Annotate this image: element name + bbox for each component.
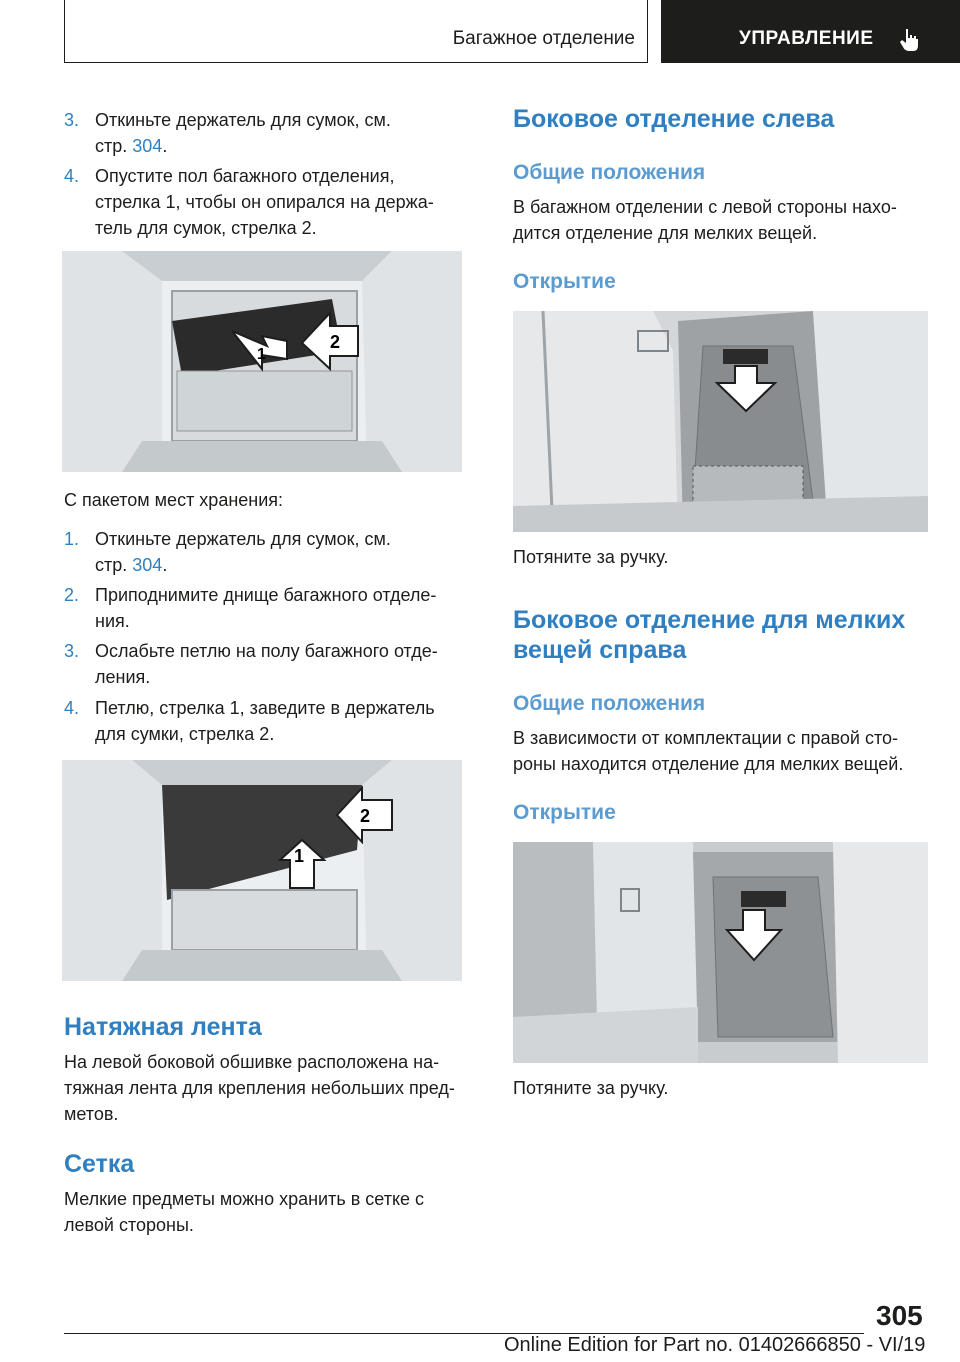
left-comp-text-line: В багажном отделении с левой стороны нахо- xyxy=(513,197,897,217)
header-chapter-box xyxy=(661,0,960,63)
section-title-net: Сетка xyxy=(64,1150,135,1178)
subsection-opening: Открытие xyxy=(513,270,616,293)
storage-intro: С пакетом мест хранения: xyxy=(64,490,284,510)
left-comp-open-text: Потяните за ручку. xyxy=(513,547,669,567)
right-comp-text-line: роны находится отделение для мелких вещей. xyxy=(513,754,904,774)
section-title-right-compartment-line2: вещей справа xyxy=(513,636,687,664)
right-comp-text-line: В зависимости от комплектации с правой сто- xyxy=(513,728,899,748)
trunk-floor-image xyxy=(62,251,462,472)
svg-text:2: 2 xyxy=(330,332,341,352)
left-comp-text-line: дится отделение для мелких вещей. xyxy=(513,223,818,243)
subsection-opening: Открытие xyxy=(513,801,616,824)
svg-text:1: 1 xyxy=(294,846,305,866)
section-title-left-compartment: Боковое отделение слева xyxy=(513,105,835,133)
trunk-loop-image xyxy=(62,760,462,981)
left-compartment-image xyxy=(513,311,928,532)
header-section-box xyxy=(64,0,648,63)
section-title-strap: Натяжная лента xyxy=(64,1013,262,1041)
net-text-line: левой стороны. xyxy=(64,1215,194,1235)
page-link[interactable]: 304 xyxy=(132,555,163,575)
subsection-general: Общие положения xyxy=(513,161,706,184)
right-comp-open-text: Потяните за ручку. xyxy=(513,1078,669,1098)
hand-pointer-icon xyxy=(897,27,923,53)
page-number: 305 xyxy=(876,1300,923,1331)
svg-text:1: 1 xyxy=(257,346,266,363)
strap-text-line: На левой боковой обшивке расположена на- xyxy=(64,1052,440,1072)
section-title-right-compartment: Боковое отделение для мелких xyxy=(513,606,906,634)
strap-text-line: тяжная лента для крепления небольших пред- xyxy=(64,1078,455,1098)
right-compartment-image xyxy=(513,842,928,1063)
page-link[interactable]: 304 xyxy=(132,136,163,156)
header-chapter-title: УПРАВЛЕНИЕ xyxy=(739,28,874,49)
header-section-title: Багажное отделение xyxy=(452,28,635,49)
subsection-general: Общие положения xyxy=(513,692,706,715)
net-text-line: Мелкие предметы можно хранить в сетке с xyxy=(64,1189,425,1209)
footer-edition: Online Edition for Part no. 01402666850 - VI/19 xyxy=(504,1334,926,1356)
strap-text-line: метов. xyxy=(64,1104,119,1124)
svg-text:2: 2 xyxy=(360,806,371,826)
